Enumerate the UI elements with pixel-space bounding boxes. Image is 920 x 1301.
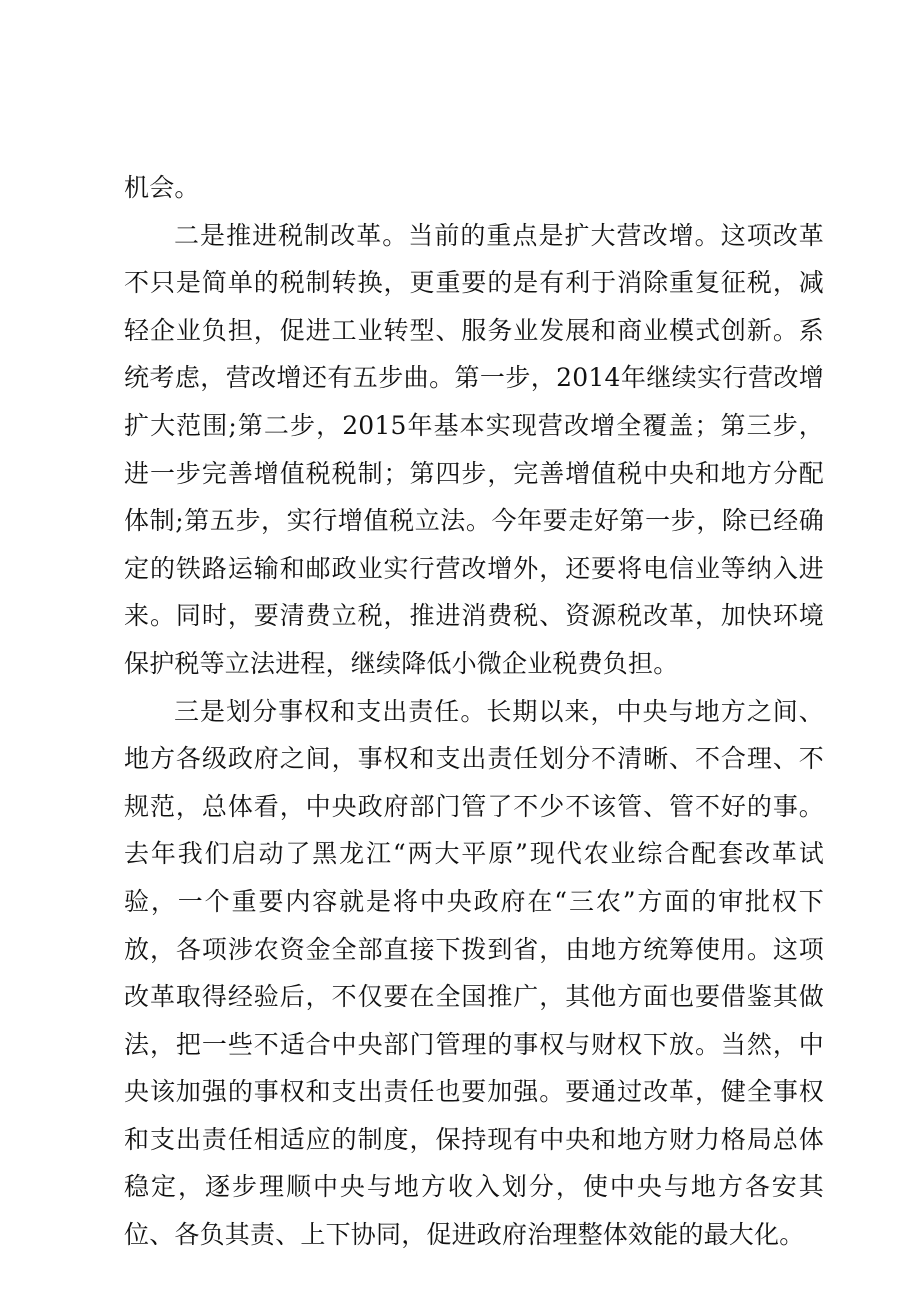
paragraph-continuation: 机会。 [124,173,200,202]
paragraph-fiscal-powers: 三是划分事权和支出责任。长期以来，中央与地方之间、地方各级政府之间，事权和支出责任划分不清晰、不合理、不规范，总体看，中央政府部门管了不少不该管、管不好的事。去年我们启动了黑龙江“两大平原”现代农业综合配套改革试验，一个重要内容就是将中央政府在“三农”方面的审批权下放，各项涉农资金全部直接下拨到省，由地方统筹使用。这项改革取得经验后，不仅要在全国推广，其他方面也要借鉴其做法，把一些不适合中央部门管理的事权与财权下放。当然，中央该加强的事权和支出责任也要加强。要通过改革，健全事权和支出责任相适应的制度，保持现有中央和地方财力格局总体稳定，逐步理顺中央与地方收入划分，使中央与地方各安其位、各负其责、上下协同，促进政府治理整体效能的最大化。 [124,696,824,1250]
document-body [124,164,824,1259]
paragraph-tax-reform: 二是推进税制改革。当前的重点是扩大营改增。这项改革不只是简单的税制转换，更重要的是有利于消除重复征税，减轻企业负担，促进工业转型、服务业发展和商业模式创新。系统考虑，营改增还有五步曲。第一步，2014年继续实行营改增扩大范围;第二步，2015年基本实现营改增全覆盖；第三步，进一步完善增值税税制；第四步，完善增值税中央和地方分配体制;第五步，实行增值税立法。今年要走好第一步，除已经确定的铁路运输和邮政业实行营改增外，还要将电信业等纳入进来。同时，要清费立税，推进消费税、资源税改革，加快环境保护税等立法进程，继续降低小微企业税费负担。 [124,220,824,678]
